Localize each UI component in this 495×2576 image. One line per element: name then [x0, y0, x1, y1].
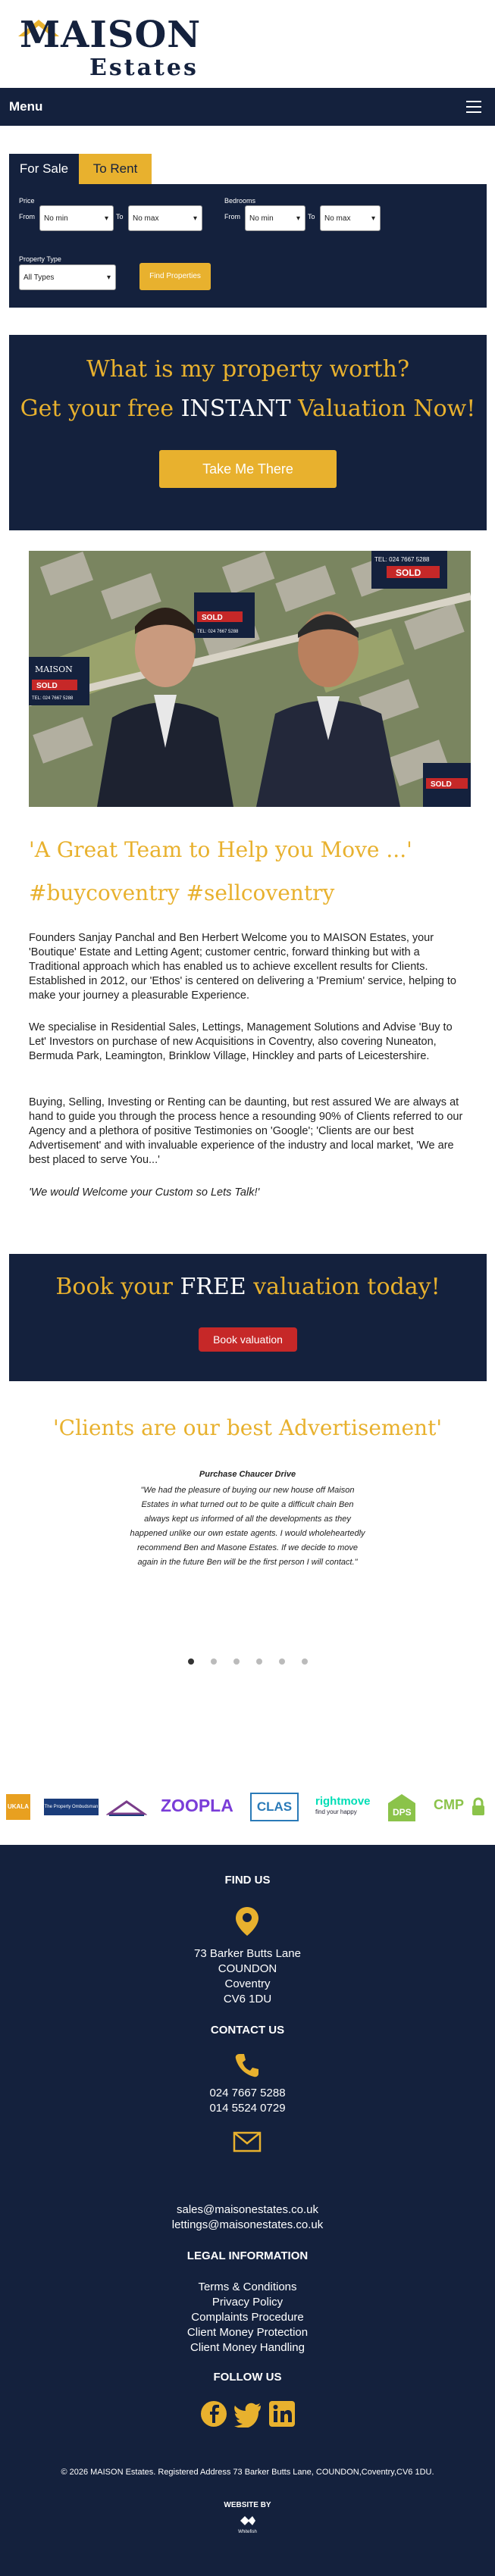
menu-bar[interactable]	[0, 88, 495, 126]
email-sales[interactable]: sales@maisonestates.co.uk	[177, 2203, 318, 2216]
cmp-logo: CMP	[434, 1797, 464, 1812]
address-line-4: CV6 1DU	[223, 1993, 272, 2005]
carousel-dots	[182, 1658, 311, 1666]
price-label: Price	[19, 197, 35, 205]
phone-icon	[233, 2052, 261, 2079]
clas-logo: CLAS	[250, 1793, 299, 1821]
svg-text:MAISON: MAISON	[35, 664, 73, 674]
house-partner-logo	[106, 1799, 147, 1817]
logo-name-top: MAISON	[20, 14, 202, 56]
testimonial-text: "We had the pleasure of buying our new house off Maison Estates in what turned out to be quite a difficult chain Ben always kept us informed of all the developments as they happened unlike our own estate agents. I would wholeheartedly recommend Ben and Masone Estates. If we decide to move again in the future Ben will be the first person I will contact."	[130, 1486, 365, 1567]
bed-from-label: From	[224, 213, 240, 220]
svg-text:TEL: 024 7667 5288: TEL: 024 7667 5288	[374, 556, 430, 563]
footer-link-money-protection[interactable]: Client Money Protection	[186, 2326, 309, 2339]
address-line-1: 73 Barker Butts Lane	[194, 1947, 301, 1960]
carousel-dot[interactable]	[279, 1658, 285, 1665]
bed-min-select[interactable]: No min ▾	[245, 205, 305, 231]
price-from-label: From	[19, 213, 35, 220]
svg-text:SOLD: SOLD	[431, 780, 452, 789]
price-max-select[interactable]: No max ▾	[128, 205, 202, 231]
take-me-there-button[interactable]: Take Me There	[159, 450, 337, 488]
svg-text:TEL: 024 7667 5288: TEL: 024 7667 5288	[197, 630, 239, 634]
sold-sign	[371, 551, 447, 589]
footer-link-complaints[interactable]: Complaints Procedure	[191, 2311, 304, 2324]
lock-icon	[470, 1797, 487, 1817]
address-line-3: Coventry	[224, 1977, 271, 1990]
valuation-banner	[9, 335, 487, 530]
rightmove-logo: rightmove	[315, 1795, 371, 1808]
rightmove-tagline: find your happy	[315, 1809, 357, 1815]
price-min-select[interactable]: No min ▾	[39, 205, 114, 231]
carousel-dot[interactable]	[302, 1658, 308, 1665]
whitefish-logo-icon[interactable]	[239, 2513, 257, 2528]
team-paragraph-4: 'We would Welcome your Custom so Lets Talk!'	[29, 1186, 260, 1199]
carousel-dot[interactable]	[233, 1658, 240, 1665]
tab-for-sale[interactable]: For Sale	[9, 154, 79, 184]
svg-text:DPS: DPS	[393, 1807, 412, 1818]
property-type-label: Property Type	[19, 255, 61, 263]
footer-link-money-handling[interactable]: Client Money Handling	[190, 2341, 305, 2354]
svg-text:SOLD: SOLD	[36, 682, 58, 690]
testimonials-heading: 'Clients are our best Advertisement'	[52, 1415, 443, 1440]
svg-text:SOLD: SOLD	[396, 567, 421, 578]
menu-label[interactable]: Menu	[9, 99, 43, 114]
team-paragraph-3: Buying, Selling, Investing or Renting can be daunting, but rest assured We are always at hand to guide you through the process hence a resounding 90% of Clients referred to our Agency and a plethora of positive Testimonies on 'Google'; 'Clients are our best Advertisement' and with invaluable experience of the industry and local market, 'We are best placed to serve You...'	[29, 1096, 463, 1166]
footer-link-terms[interactable]: Terms & Conditions	[198, 2281, 297, 2293]
facebook-icon[interactable]	[200, 2400, 227, 2428]
agency-name: Whitefish	[238, 2530, 257, 2534]
carousel-dot[interactable]	[188, 1658, 194, 1665]
partner-logos	[0, 1788, 495, 1826]
contact-us-heading: CONTACT US	[210, 2024, 285, 2037]
bed-to-label: To	[308, 213, 315, 220]
book-heading: Book your FREE valuation today!	[55, 1274, 440, 1300]
hamburger-icon[interactable]	[466, 101, 481, 113]
envelope-icon	[233, 2131, 262, 2152]
phone-1[interactable]: 024 7667 5288	[209, 2087, 286, 2099]
follow-us-heading: FOLLOW US	[213, 2371, 282, 2384]
carousel-dot[interactable]	[256, 1658, 262, 1665]
testimonial-title: Purchase Chaucer Drive	[199, 1470, 296, 1479]
sold-sign	[423, 763, 471, 807]
svg-text:TEL: 024 7667 5288: TEL: 024 7667 5288	[32, 696, 74, 701]
legal-heading: LEGAL INFORMATION	[186, 2249, 309, 2262]
book-valuation-banner	[9, 1254, 487, 1381]
carousel-dot[interactable]	[211, 1658, 217, 1665]
sold-sign	[29, 657, 89, 705]
site-logo[interactable]	[17, 14, 202, 81]
price-to-label: To	[116, 213, 124, 220]
footer-link-privacy[interactable]: Privacy Policy	[211, 2296, 284, 2309]
property-ombudsman-logo: The Property Ombudsman	[44, 1799, 99, 1815]
team-photo	[29, 551, 471, 807]
sold-sign	[194, 592, 255, 638]
phone-2[interactable]: 014 5524 0729	[209, 2102, 286, 2115]
team-paragraph-1: Founders Sanjay Panchal and Ben Herbert Welcome you to MAISON Estates, your 'Boutique' Estate and Letting Agent; customer centric, forward thinking but with a Traditional approach which has enabled us to achieve excellent results for Clients. Established in 2012, our 'Ethos' is centered on delivering a 'Premium' service, helping to make your journey a pleasurable Experience.	[29, 932, 456, 1002]
linkedin-icon[interactable]	[268, 2400, 296, 2428]
dps-logo	[387, 1793, 417, 1823]
team-hashtags: #buycoventry #sellcoventry	[29, 880, 335, 905]
address-line-2: COUNDON	[218, 1962, 277, 1975]
bed-max-select[interactable]: No max ▾	[320, 205, 381, 231]
logo-name-bottom: Estates	[89, 55, 199, 81]
website-by-label: WEBSITE BY	[224, 2501, 271, 2509]
book-valuation-button[interactable]: Book valuation	[199, 1327, 297, 1352]
find-properties-button[interactable]: Find Properties	[139, 263, 211, 290]
ukala-logo: UKALA	[6, 1794, 30, 1820]
property-search-form	[9, 184, 487, 308]
twitter-icon[interactable]	[233, 2400, 262, 2428]
zoopla-logo: ZOOPLA	[161, 1796, 233, 1815]
svg-text:SOLD: SOLD	[202, 614, 223, 622]
email-lettings[interactable]: lettings@maisonestates.co.uk	[171, 2218, 324, 2231]
find-us-heading: FIND US	[224, 1874, 271, 1887]
copyright: © 2026 MAISON Estates. Registered Address 73 Barker Butts Lane, COUNDON,Coventry,CV6 1DU.	[61, 2468, 434, 2477]
aerial-houses-image	[29, 551, 471, 807]
team-heading: 'A Great Team to Help you Move ...'	[29, 837, 412, 862]
bedrooms-label: Bedrooms	[224, 197, 256, 205]
map-pin-icon	[234, 1905, 260, 1937]
team-paragraph-2: We specialise in Residential Sales, Lettings, Management Solutions and Advise 'Buy to Let' Investors on purchase of new Acquisitions in Coventry, also covering Nuneaton, Bermuda Park, Leamington, Brinklow Village, Hinckley and parts of Leicestershire.	[29, 1021, 453, 1062]
tab-to-rent[interactable]: To Rent	[79, 154, 152, 184]
site-footer	[0, 1845, 495, 2576]
property-type-select[interactable]: All Types ▾	[19, 264, 116, 290]
valuation-subheading: Get your free INSTANT Valuation Now!	[20, 395, 476, 422]
valuation-heading: What is my property worth?	[86, 356, 410, 383]
